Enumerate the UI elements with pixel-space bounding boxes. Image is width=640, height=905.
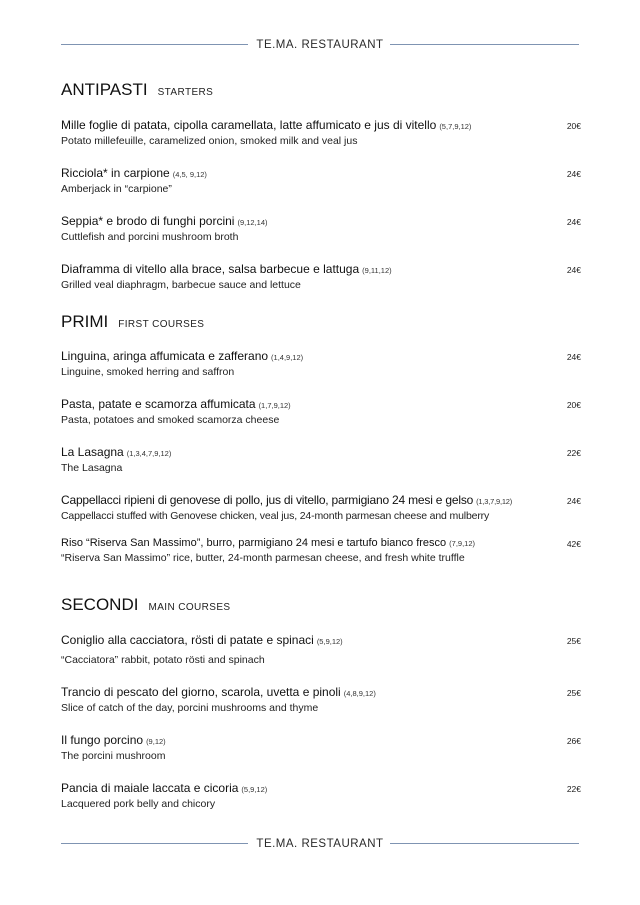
dish-name-english: Amberjack in “carpione” <box>61 183 172 195</box>
dish-price: 24€ <box>566 169 581 179</box>
dish-name-italian: Coniglio alla cacciatora, rösti di patate e spinaci (5,9,12) <box>61 633 343 647</box>
dish-price: 25€ <box>566 636 581 646</box>
dish-name-english: “Cacciatora” rabbit, potato rösti and spinach <box>61 654 265 666</box>
dish-price: 20€ <box>566 121 581 131</box>
menu-item <box>61 685 581 715</box>
footer-restaurant-name: TE.MA. RESTAURANT <box>256 838 384 850</box>
menu-item <box>61 349 581 379</box>
dish-price: 22€ <box>566 448 581 458</box>
dish-name-italian: Il fungo porcino (9,12) <box>61 733 166 747</box>
dish-price: 24€ <box>566 217 581 227</box>
header-rule-line-right <box>390 44 579 45</box>
dish-name-english: The porcini mushroom <box>61 750 166 762</box>
allergen-codes: (9,12,14) <box>237 218 268 227</box>
section-title-secondi <box>61 595 231 615</box>
dish-name-english: The Lasagna <box>61 462 123 474</box>
menu-item <box>61 397 581 427</box>
dish-name-english: Linguine, smoked herring and saffron <box>61 366 235 378</box>
dish-price: 25€ <box>566 688 581 698</box>
dish-price: 22€ <box>566 784 581 794</box>
dish-price: 42€ <box>566 539 581 549</box>
allergen-codes: (1,7,9,12) <box>258 401 291 410</box>
menu-item <box>61 493 581 523</box>
header-rule <box>0 38 640 52</box>
allergen-codes: (4,5, 9,12) <box>172 170 207 179</box>
menu-item <box>61 633 581 667</box>
dish-name-italian: La Lasagna (1,3,4,7,9,12) <box>61 445 172 459</box>
menu-item <box>61 781 581 811</box>
menu-item <box>61 536 581 565</box>
dish-name-italian: Pancia di maiale laccata e cicoria (5,9,12) <box>61 781 268 795</box>
section-title-text: PRIMI <box>61 312 109 331</box>
dish-name-italian: Riso “Riserva San Massimo”, burro, parmigiano 24 mesi e tartufo bianco fresco (7,9,12) <box>61 537 476 549</box>
menu-item <box>61 733 581 763</box>
allergen-codes: (5,7,9,12) <box>439 122 472 131</box>
dish-name-italian: Diaframma di vitello alla brace, salsa barbecue e lattuga (9,11,12) <box>61 262 392 276</box>
menu-item <box>61 118 581 148</box>
dish-price: 26€ <box>566 736 581 746</box>
footer-rule <box>0 837 640 851</box>
dish-name-italian: Pasta, patate e scamorza affumicata (1,7,9,12) <box>61 397 291 411</box>
section-subtitle: STARTERS <box>157 87 214 98</box>
allergen-codes: (5,9,12) <box>316 637 343 646</box>
dish-name-italian: Mille foglie di patata, cipolla caramellata, latte affumicato e jus di vitello (5,7,9,12) <box>61 118 472 132</box>
dish-name-english: Potato millefeuille, caramelized onion, smoked milk and veal jus <box>61 135 358 147</box>
allergen-codes: (7,9,12) <box>449 539 476 548</box>
dish-name-english: “Riserva San Massimo” rice, butter, 24-month parmesan cheese, and fresh white truffle <box>61 552 465 564</box>
allergen-codes: (1,3,7,9,12) <box>476 497 513 506</box>
allergen-codes: (9,11,12) <box>362 266 392 275</box>
dish-price: 24€ <box>566 352 581 362</box>
section-title-antipasti <box>61 80 213 100</box>
menu-item <box>61 262 581 292</box>
section-title-text: SECONDI <box>61 595 139 614</box>
dish-price: 24€ <box>566 496 581 506</box>
menu-item <box>61 445 581 475</box>
dish-name-english: Grilled veal diaphragm, barbecue sauce and lettuce <box>61 279 301 291</box>
dish-name-english: Cappellacci stuffed with Genovese chicken, veal jus, 24-month parmesan cheese and mulberry <box>61 510 490 522</box>
footer-rule-line-right <box>390 843 579 844</box>
allergen-codes: (5,9,12) <box>241 785 268 794</box>
allergen-codes: (4,8,9,12) <box>343 689 376 698</box>
section-title-text: ANTIPASTI <box>61 80 148 99</box>
header-restaurant-name: TE.MA. RESTAURANT <box>256 39 384 51</box>
allergen-codes: (9,12) <box>146 737 166 746</box>
dish-name-italian: Linguina, aringa affumicata e zafferano (1,4,9,12) <box>61 349 304 363</box>
dish-name-english: Slice of catch of the day, porcini mushrooms and thyme <box>61 702 319 714</box>
menu-item <box>61 214 581 244</box>
dish-name-italian: Trancio di pescato del giorno, scarola, uvetta e pinoli (4,8,9,12) <box>61 685 376 699</box>
dish-price: 24€ <box>566 265 581 275</box>
dish-name-english: Cuttlefish and porcini mushroom broth <box>61 231 239 243</box>
dish-name-italian: Seppia* e brodo di funghi porcini (9,12,14) <box>61 214 268 228</box>
dish-name-italian: Ricciola* in carpione (4,5, 9,12) <box>61 166 207 180</box>
section-title-primi <box>61 312 204 332</box>
section-subtitle: MAIN COURSES <box>148 602 231 613</box>
allergen-codes: (1,3,4,7,9,12) <box>126 449 172 458</box>
dish-name-italian: Cappellacci ripieni di genovese di pollo, jus di vitello, parmigiano 24 mesi e gelso (1,3,7,9,12) <box>61 493 513 507</box>
dish-price: 20€ <box>566 400 581 410</box>
menu-item <box>61 166 581 196</box>
dish-name-english: Pasta, potatoes and smoked scamorza cheese <box>61 414 280 426</box>
dish-name-english: Lacquered pork belly and chicory <box>61 798 216 810</box>
section-subtitle: FIRST COURSES <box>118 319 205 330</box>
allergen-codes: (1,4,9,12) <box>271 353 304 362</box>
